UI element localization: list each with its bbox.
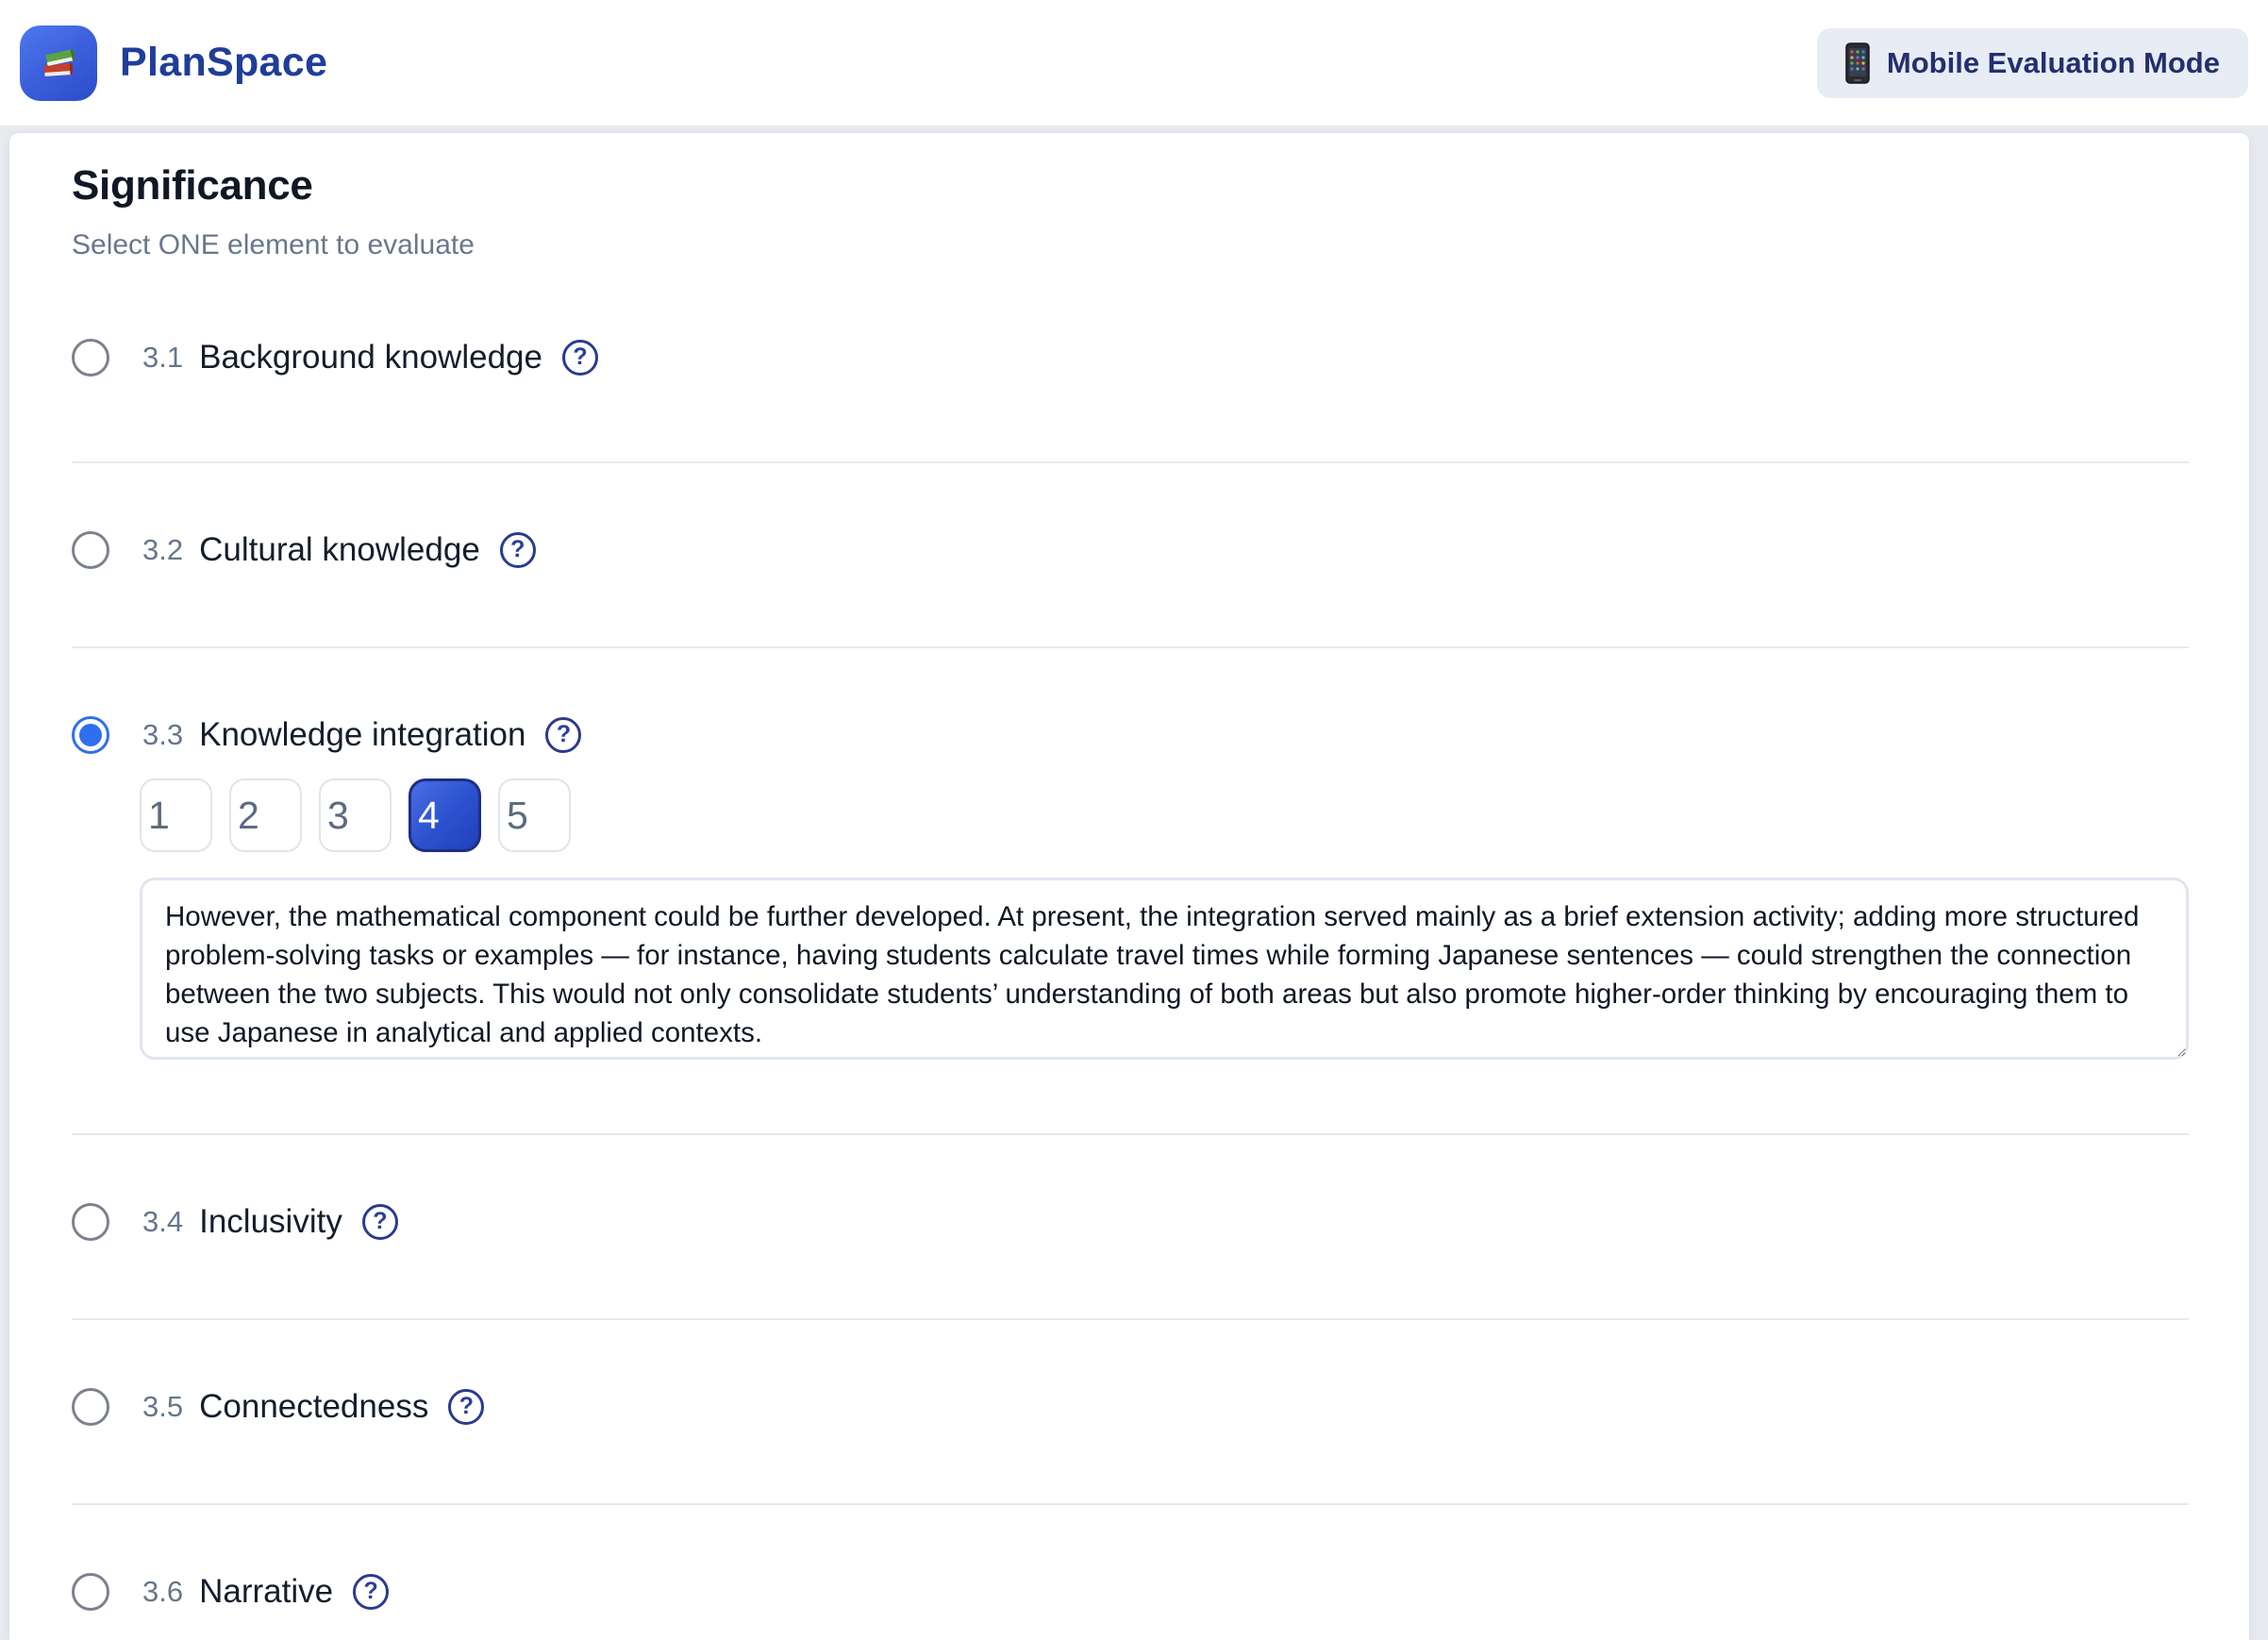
rating-button-5[interactable]: 5	[498, 778, 571, 852]
element-radio[interactable]	[72, 531, 109, 569]
rating-scale	[140, 778, 2189, 852]
evaluation-card	[9, 133, 2249, 1640]
help-icon[interactable]: ?	[353, 1574, 389, 1610]
app-logo	[20, 25, 97, 101]
element-number: 3.2	[142, 533, 184, 566]
element-row	[72, 463, 2189, 648]
mobile-evaluation-mode-badge[interactable]	[1817, 28, 2248, 98]
element-row	[72, 1505, 2189, 1640]
element-row-head	[72, 335, 2189, 380]
element-label: Knowledge integration	[199, 716, 526, 753]
rating-button-3[interactable]: 3	[319, 778, 392, 852]
element-row-head	[72, 1384, 2189, 1430]
element-label: Cultural knowledge	[199, 531, 480, 568]
mobile-phone-icon	[1845, 42, 1870, 84]
rating-button-2[interactable]: 2	[229, 778, 302, 852]
mode-badge-label: Mobile Evaluation Mode	[1886, 45, 2220, 79]
help-icon[interactable]: ?	[545, 717, 581, 753]
element-label: Connectedness	[199, 1388, 429, 1425]
element-row-head	[72, 1199, 2189, 1245]
help-icon[interactable]: ?	[362, 1204, 398, 1240]
element-label: Inclusivity	[199, 1203, 342, 1240]
comment-textarea[interactable]	[140, 878, 2189, 1060]
element-radio[interactable]	[72, 1388, 109, 1426]
help-icon[interactable]: ?	[500, 532, 536, 568]
element-number: 3.1	[142, 341, 184, 374]
element-label: Narrative	[199, 1573, 334, 1610]
rating-detail	[140, 778, 2189, 1060]
help-icon[interactable]: ?	[562, 340, 598, 376]
app-title: PlanSpace	[120, 40, 328, 85]
element-radio[interactable]	[72, 339, 109, 377]
element-radio[interactable]	[72, 716, 109, 754]
element-row	[72, 1135, 2189, 1320]
element-number: 3.4	[142, 1205, 184, 1238]
rating-button-4[interactable]: 4	[409, 778, 481, 852]
element-row-head	[72, 527, 2189, 573]
element-row	[72, 259, 2189, 463]
stacked-books-icon	[36, 41, 81, 86]
element-row	[72, 1320, 2189, 1505]
element-row-head	[72, 712, 2189, 758]
page-subtitle: Select ONE element to evaluate	[72, 229, 475, 260]
help-icon[interactable]: ?	[448, 1389, 484, 1425]
element-number: 3.3	[142, 718, 184, 751]
element-radio[interactable]	[72, 1203, 109, 1241]
page-title: Significance	[72, 162, 313, 209]
element-number: 3.5	[142, 1390, 184, 1423]
element-list	[72, 259, 2189, 1640]
element-number: 3.6	[142, 1575, 184, 1608]
element-row	[72, 648, 2189, 1135]
element-row-head	[72, 1569, 2189, 1615]
rating-button-1[interactable]: 1	[140, 778, 212, 852]
element-label: Background knowledge	[199, 339, 542, 376]
app-header	[0, 0, 2268, 126]
element-radio[interactable]	[72, 1573, 109, 1611]
